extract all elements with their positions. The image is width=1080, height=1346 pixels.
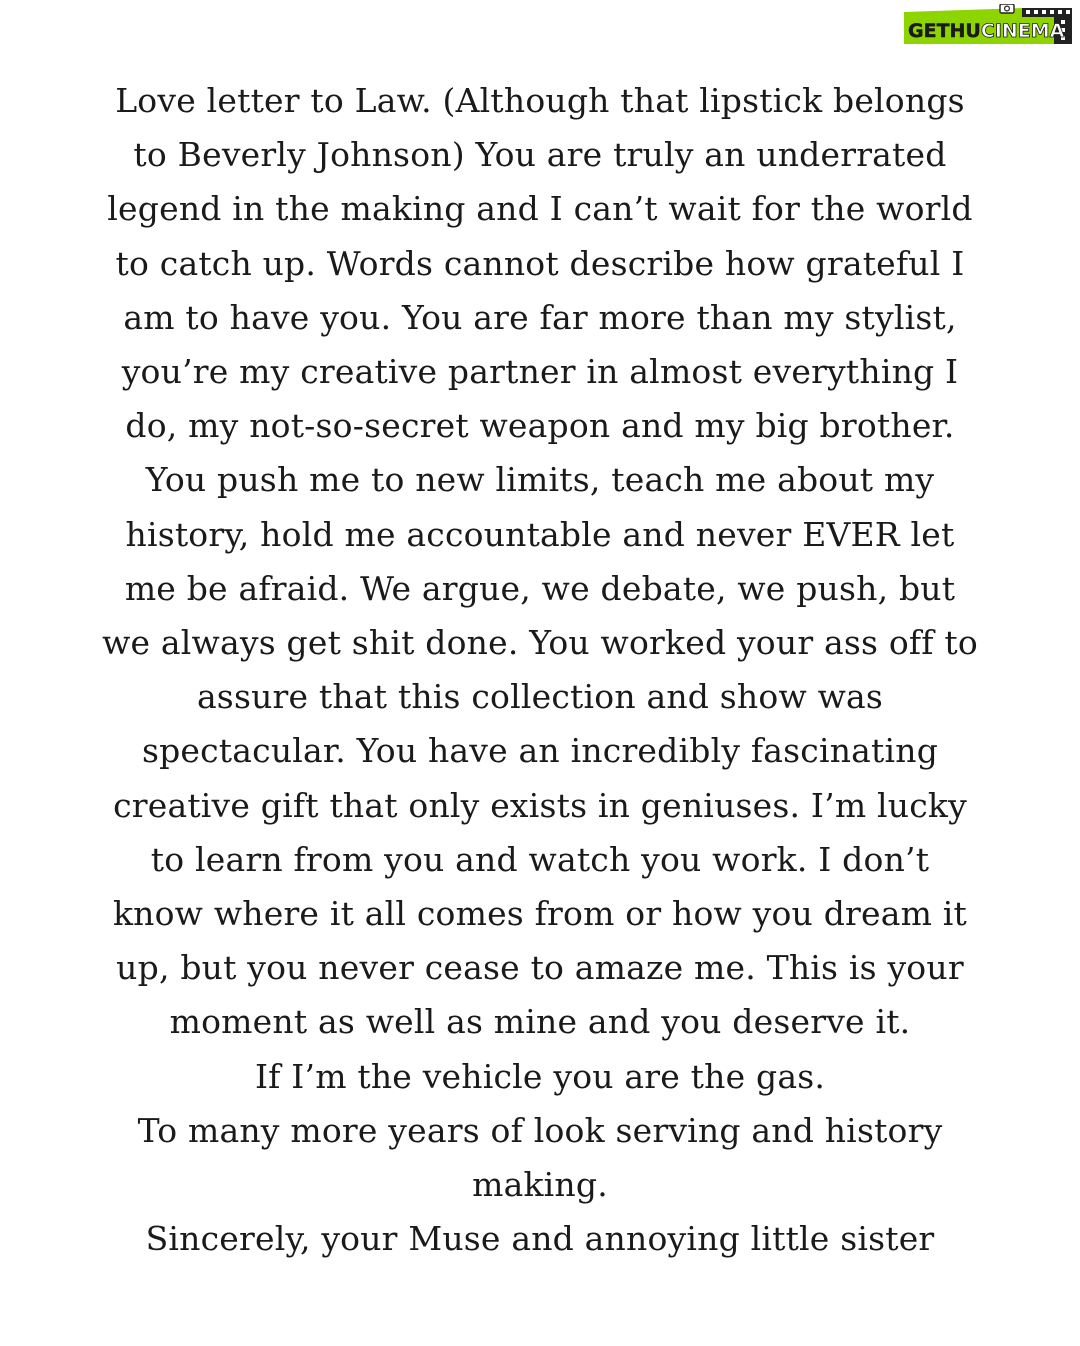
svg-text:GETHUCINEMA <box>908 20 1065 42</box>
love-letter-text <box>0 74 1080 1266</box>
letter-line: we always get shit done. You worked your ass off to <box>102 623 978 663</box>
brand-cinema: CINEMA <box>980 20 1065 42</box>
letter-line: am to have you. You are far more than my stylist, <box>123 297 957 337</box>
letter-line: To many more years of look serving and history <box>137 1110 943 1150</box>
letter-line: up, but you never cease to amaze me. This is your <box>116 948 964 988</box>
letter-line: to catch up. Words cannot describe how grateful I <box>115 243 965 283</box>
letter-line: do, my not-so-secret weapon and my big brother. <box>125 406 955 446</box>
letter-line: history, hold me accountable and never EVER let <box>125 514 955 554</box>
camera-icon <box>1000 4 1014 13</box>
letter-line: assure that this collection and show was <box>196 677 884 717</box>
letter-line: creative gift that only exists in geniuses. I’m lucky <box>113 785 967 825</box>
letter-line: to learn from you and watch you work. I don’t <box>150 839 930 879</box>
letter-line: you’re my creative partner in almost everything I <box>121 352 959 392</box>
letter-line: know where it all comes from or how you dream it <box>112 894 968 934</box>
letter-line: making. <box>472 1165 608 1205</box>
gethu-cinema-logo <box>904 4 1074 48</box>
gethu-cinema-watermark <box>904 4 1074 48</box>
letter-line: moment as well as mine and you deserve it. <box>169 1002 911 1042</box>
brand-gethu: GETHU <box>908 20 981 42</box>
letter-signature: Sincerely, your Muse and annoying little sister <box>145 1219 935 1259</box>
letter-line: spectacular. You have an incredibly fascinating <box>141 731 939 771</box>
letter-line: You push me to new limits, teach me about my <box>145 460 935 500</box>
letter-line: legend in the making and I can’t wait for the world <box>107 189 973 229</box>
letter-line: If I’m the vehicle you are the gas. <box>254 1056 826 1096</box>
letter-line: to Beverly Johnson) You are truly an underrated <box>133 135 947 175</box>
letter-line: Love letter to Law. (Although that lipstick belongs <box>115 81 965 120</box>
letter-line: me be afraid. We argue, we debate, we push, but <box>124 568 956 608</box>
